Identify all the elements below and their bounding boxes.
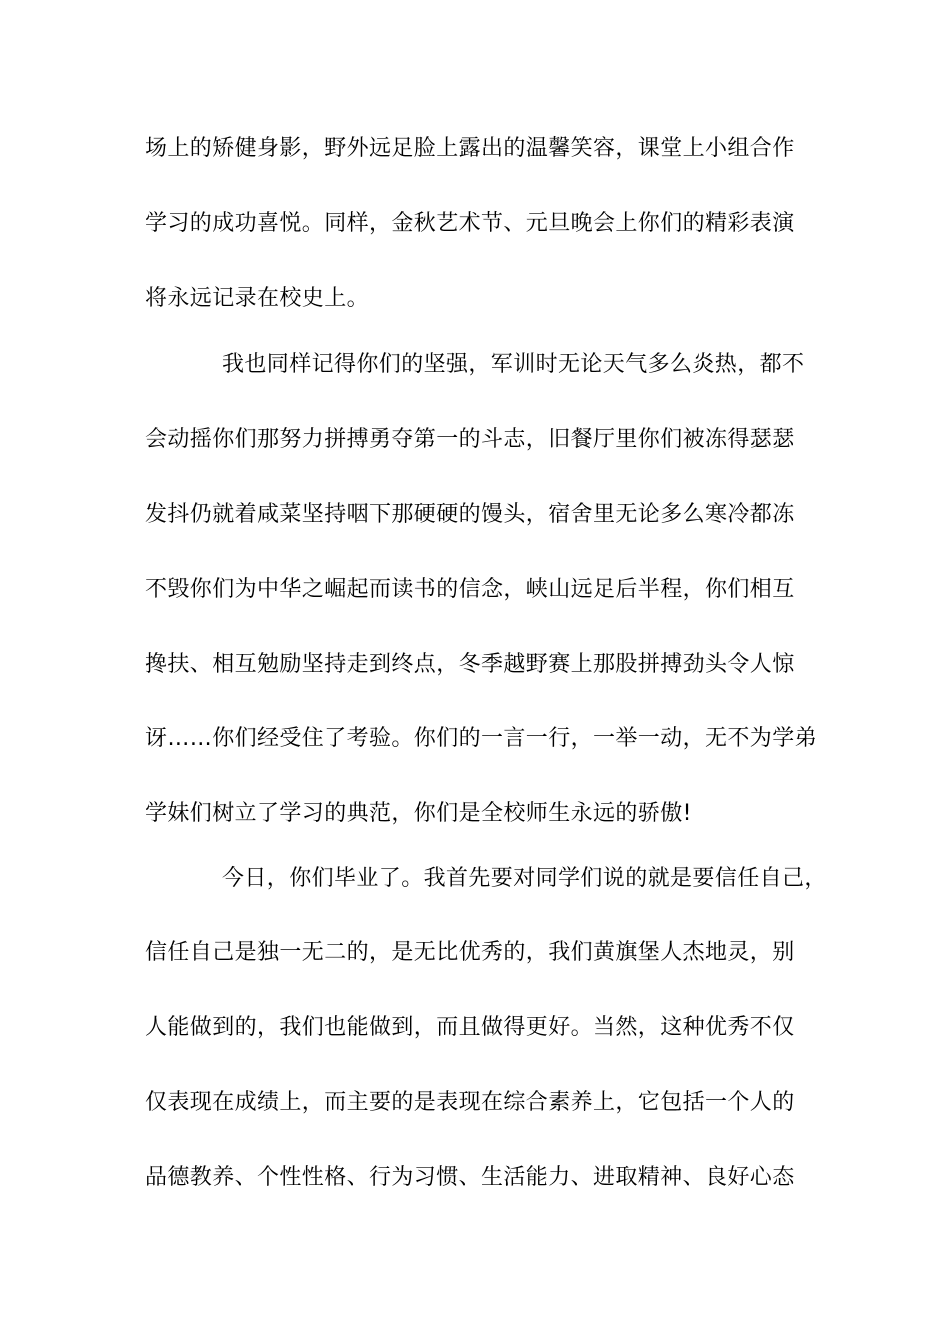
- text-line: 场上的矫健身影，野外远足脸上露出的温馨笑容，课堂上小组合作: [145, 136, 795, 161]
- text-line: 学妹们树立了学习的典范，你们是全校师生永远的骄傲!: [145, 801, 692, 826]
- text-line: 学习的成功喜悦。同样，金秋艺术节、元旦晚会上你们的精彩表演: [145, 211, 795, 236]
- text-line: 搀扶、相互勉励坚持走到终点，冬季越野赛上那股拼搏劲头令人惊: [145, 652, 795, 677]
- text-line: 发抖仍就着咸菜坚持咽下那硬硬的馒头，宿舍里无论多么寒冷都冻: [145, 502, 795, 527]
- paragraph-first-line: 今日，你们毕业了。我首先要对同学们说的就是要信任自己，: [222, 866, 827, 891]
- text-line: 仅表现在成绩上，而主要的是表现在综合素养上，它包括一个人的: [145, 1090, 795, 1115]
- paragraph-first-line: 我也同样记得你们的坚强，军训时无论天气多么炎热，都不: [222, 352, 805, 377]
- text-line: 人能做到的，我们也能做到，而且做得更好。当然，这种优秀不仅: [145, 1015, 795, 1040]
- text-line: 品德教养、个性性格、行为习惯、生活能力、进取精神、良好心态: [145, 1165, 795, 1190]
- text-line: 会动摇你们那努力拼搏勇夺第一的斗志，旧餐厅里你们被冻得瑟瑟: [145, 427, 795, 452]
- text-line: 讶……你们经受住了考验。你们的一言一行，一举一动，无不为学弟: [145, 726, 818, 751]
- text-line: 不毁你们为中华之崛起而读书的信念，峡山远足后半程，你们相互: [145, 577, 795, 602]
- text-line: 信任自己是独一无二的，是无比优秀的，我们黄旗堡人杰地灵，别: [145, 940, 795, 965]
- text-line: 将永远记录在校史上。: [145, 286, 370, 311]
